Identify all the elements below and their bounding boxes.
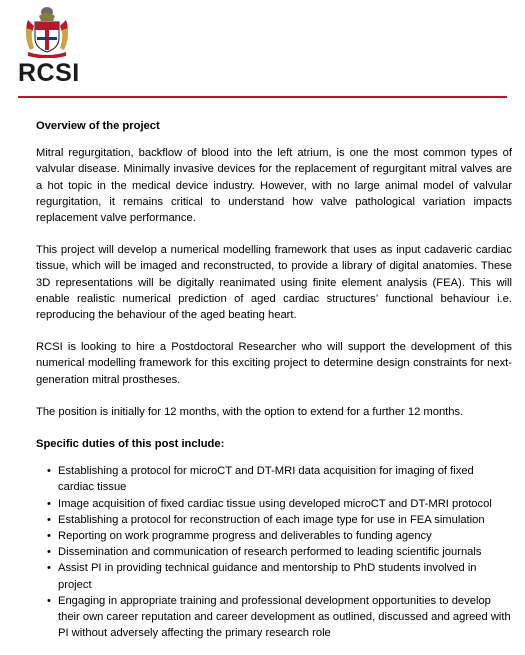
duty-text: Engaging in appropriate training and professional development opportunities to develop their own career reputation and career development as outlined, discussed and agreed with PI without adversely affecting the primary research role [58,594,511,640]
rcsi-wordmark: RCSI [18,59,80,87]
duties-list [36,463,512,641]
list-item [36,463,512,495]
overview-paragraph: The position is initially for 12 months, with the option to extend for a further 12 months. [36,405,464,418]
bullet-icon: • [47,546,51,559]
bullet-icon: • [47,594,51,607]
bullet-icon: • [47,530,51,543]
duty-text: Establishing a protocol for microCT and DT-MRI data acquisition for imaging of fixed cardiac tissue [58,465,474,494]
overview-paragraph: Mitral regurgitation, backflow of blood into the left atrium, is one the most common types of valvular disease. Minimally invasive devices for the replacement of regurgitant mitral valves are a hot topic in the medical device industry. However, with no large animal model of valvular regurgitation, it remains critical to understand how valve pathological variation impacts replacement valve performance. [36,147,512,225]
bullet-icon: • [47,465,51,478]
overview-paragraph: RCSI is looking to hire a Postdoctoral Researcher who will support the development of this numerical modelling framework for this exciting project to determine design constraints for next-generation mitral prostheses. [36,341,512,386]
bullet-icon: • [47,497,51,510]
duty-text: Reporting on work programme progress and deliverables to funding agency [58,530,432,543]
list-item [36,496,512,512]
overview-paragraph: This project will develop a numerical modelling framework that uses as input cadaveric cardiac tissue, which will be imaged and reconstructed, to provide a library of digital anatomies. These 3D representations will be digitally reanimated using finite element analysis (FEA). This will enable realistic numerical prediction of aged cardiac structures’ functional behaviour i.e. reproducing the behaviour of the aged beating heart. [36,244,512,322]
bullet-icon: • [47,513,51,526]
duty-text: Image acquisition of fixed cardiac tissue using developed microCT and DT-MRI protocol [58,497,492,510]
coat-of-arms-icon [22,6,72,58]
overview-heading: Overview of the project [36,120,160,132]
list-item [36,528,512,544]
header-divider [18,96,507,98]
list-item [36,560,512,592]
duty-text: Establishing a protocol for reconstruction of each image type for use in FEA simulation [58,513,485,526]
bullet-icon: • [47,562,51,575]
list-item [36,593,512,642]
list-item [36,512,512,528]
duties-heading: Specific duties of this post include: [36,438,225,451]
job-description [36,118,512,641]
duty-text: Assist PI in providing technical guidance and mentorship to PhD students involved in project [58,562,477,591]
duty-text: Dissemination and communication of research performed to leading scientific journals [58,546,482,559]
list-item [36,544,512,560]
